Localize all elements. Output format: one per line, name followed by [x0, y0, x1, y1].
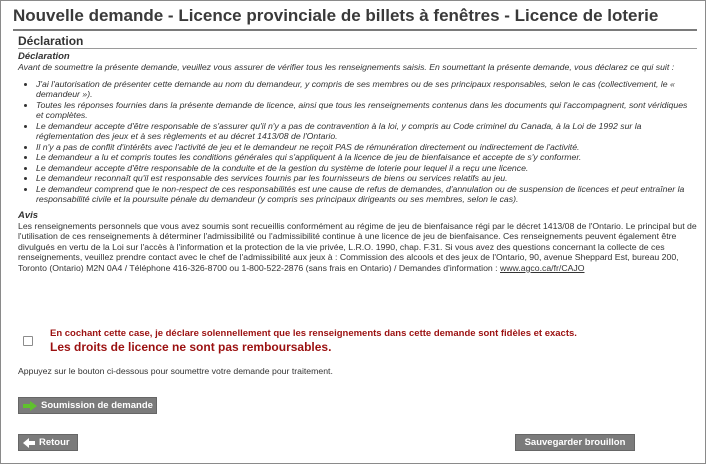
declaration-subheading: Déclaration — [18, 51, 70, 62]
declaration-checkbox-label: En cochant cette case, je déclare solennellement que les renseignements dans cette demande sont fidèles et exacts. — [50, 328, 577, 339]
refund-notice: Les droits de licence ne sont pas remboursables. — [50, 340, 332, 354]
avis-heading: Avis — [18, 209, 39, 221]
list-item: • Le demandeur accepte d'être responsable de la conduite et de la gestion du système de loterie pour lequel il a reçu une licence. — [36, 163, 697, 174]
submit-application-button[interactable] — [18, 397, 157, 414]
avis-text — [18, 221, 697, 274]
back-label: Retour — [39, 437, 70, 448]
list-item: • J'ai l'autorisation de présenter cette demande au nom du demandeur, y compris de ses membres ou de ses principaux responsables, selon le cas (collectivement, le « demandeur »). — [36, 79, 697, 100]
list-item: • Il n'y a pas de conflit d'intérêts avec l'activité de jeu et le demandeur ne reçoit PAS de rémunération directement ou indirectement de l'activité. — [36, 142, 697, 153]
arrow-right-icon — [23, 401, 37, 411]
back-button[interactable] — [18, 434, 78, 451]
list-item: • Toutes les réponses fournies dans la présente demande de licence, ainsi que tous les renseignements contenus dans les documents qui l'accompagnent, sont véridiques et complètes. — [36, 100, 697, 121]
avis-body: Les renseignements personnels que vous avez soumis sont recueillis conformément au régime de jeu de bienfaisance régi par le décret 1413/08 de l'Ontario. Le principal but de l'utilisation de ces renseignements à déterminer l'admissibilité ou l'admissibilité continue à une licence de jeu de bienfaisance. Ces renseignements peuvent également être divulgués en vertu de la Loi sur l'accès à l'information et la protection de la vie privée, L.R.O. 1990, chap. F.31. Si vous avez des questions concernant la collecte de ces renseignements, veuillez prendre contact avec le chef de l'admissibilité aux jeux à : Commission des alcools et des jeux de l'Ontario, 90, avenue Sheppard Est, bureau 200, Toronto (Ontario) M2N 0A4 / Téléphone 416-326-8700 ou 1-800-522-2876 (sans frais en Ontario) / Demandes d'information : — [18, 220, 697, 273]
submit-instructions: Appuyez sur le bouton ci-dessous pour soumettre votre demande pour traitement. — [18, 366, 333, 376]
agco-link[interactable]: www.agco.ca/fr/CAJO — [500, 262, 585, 273]
title-divider — [13, 29, 697, 31]
declaration-intro: Avant de soumettre la présente demande, veuillez vous assurer de vérifier tous les renseignements saisis. En soumettant la présente demande, vous déclarez ce qui suit : — [18, 62, 675, 72]
save-draft-button[interactable] — [515, 434, 635, 451]
declaration-content — [18, 51, 697, 273]
arrow-left-icon — [23, 438, 35, 448]
declaration-checkbox[interactable] — [23, 336, 33, 346]
list-item: • Le demandeur reconnaît qu'il est responsable des services fournis par les fournisseurs de biens ou services relatifs au jeu. — [36, 173, 697, 184]
save-draft-label: Sauvegarder brouillon — [524, 437, 626, 448]
page-title: Nouvelle demande - Licence provinciale de billets à fenêtres - Licence de loterie — [13, 6, 659, 25]
list-item: • Le demandeur accepte d'être responsable de s'assurer qu'il n'y a pas de contravention à la loi, y compris au Code criminel du Canada, à la Loi de 1992 sur la réglementation des jeux et à ses règlements et au décret 1413/08 de l'Ontario. — [36, 121, 697, 142]
submit-application-label: Soumission de demande — [41, 400, 153, 411]
list-item: • Le demandeur a lu et compris toutes les conditions générales qui s'appliquent à la licence de jeu de bienfaisance et accepte de s'y conformer. — [36, 152, 697, 163]
section-heading: Déclaration — [18, 34, 84, 48]
declaration-list — [18, 79, 697, 205]
list-item: • Le demandeur comprend que le non-respect de ces responsabilités est une cause de refus de demandes, d'annulation ou de suspension de licences et peut entraîner la responsabilité civile et la poursuite pénale du demandeur (y compris ses principaux dirigeants ou ses membres, selon le cas). — [36, 184, 697, 205]
section-divider — [18, 48, 697, 49]
